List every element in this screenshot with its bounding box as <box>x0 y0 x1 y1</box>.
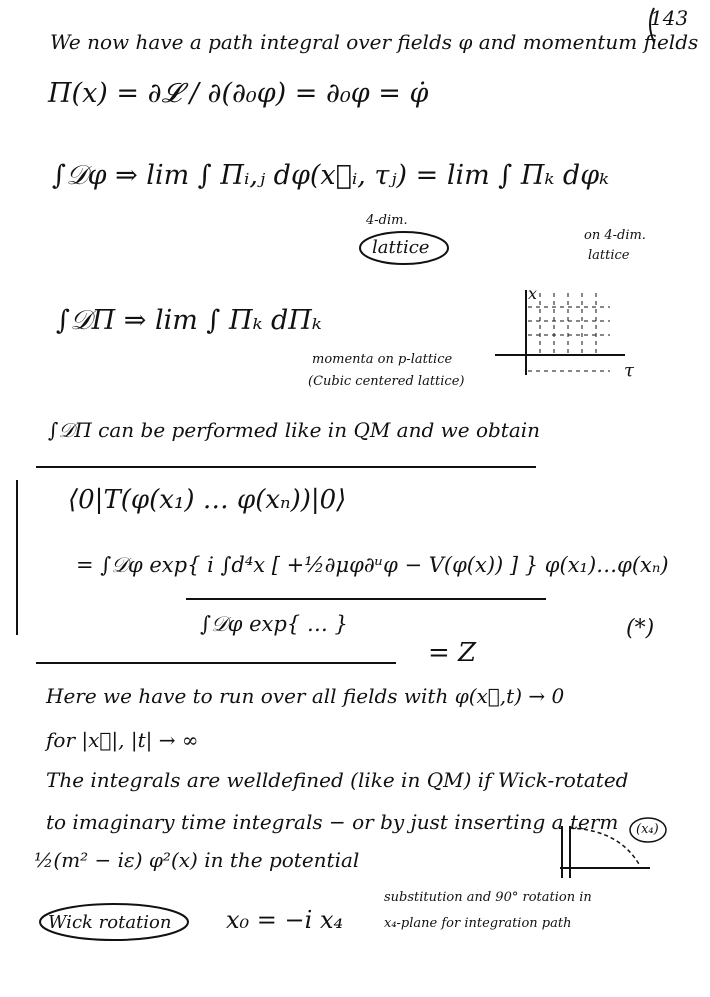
divider-top <box>36 466 536 468</box>
axis-tau-label: τ <box>624 360 634 381</box>
lattice-4dim-label: 4-dim. <box>366 213 408 228</box>
welldefined-line-3: ½(m² − iε) φ²(x) in the potential <box>34 848 360 872</box>
result-bracket <box>16 480 18 635</box>
on-lattice-label: lattice <box>588 248 630 263</box>
lattice-sketch <box>490 285 630 385</box>
divider-bottom <box>36 662 396 664</box>
wick-note-1: substitution and 90° rotation in <box>384 890 592 905</box>
dpi-integral: ∫𝒟Π ⇒ lim ∫ Πₖ dΠₖ <box>56 305 322 336</box>
wick-note-2: x₄-plane for integration path <box>384 916 572 931</box>
lattice-circle <box>356 228 456 268</box>
x4-label: (x₄) <box>636 822 659 837</box>
welldefined-line-2: to imaginary time integrals − or by just inserting a term <box>46 810 619 834</box>
star-label: (*) <box>626 616 655 641</box>
here-line-2: for |x⃗|, |t| → ∞ <box>46 728 199 752</box>
wick-equation: x₀ = −i x₄ <box>226 906 344 934</box>
cubic-label: (Cubic centered lattice) <box>308 374 465 389</box>
fraction-bar <box>186 598 546 600</box>
here-line-1: Here we have to run over all fields with φ(x⃗,t) → 0 <box>46 684 565 708</box>
intro-line: We now have a path integral over fields φ and momentum fields <box>50 30 699 54</box>
lattice-label: lattice <box>372 237 430 258</box>
on-4dim-label: on 4-dim. <box>584 228 646 243</box>
pi-definition: Π(x) = ∂𝓛 / ∂(∂₀φ) = ∂₀φ = φ̇ <box>48 78 429 109</box>
dphi-integral: ∫𝒟φ ⇒ lim ∫ Πᵢ,ⱼ dφ(x⃗ᵢ, τⱼ) = lim ∫ Πₖ dφₖ <box>52 160 609 191</box>
page-number: 143 <box>650 6 689 30</box>
momenta-label: momenta on p-lattice <box>312 352 453 367</box>
numerator: = ∫𝒟φ exp{ i ∫d⁴x [ +½∂μφ∂ᵘφ − V(φ(x)) ] } φ(x₁)…φ(xₙ) <box>76 553 669 577</box>
dpi-text: ∫𝒟Π can be performed like in QM and we obtain <box>48 418 541 442</box>
wick-rotation-label: Wick rotation <box>48 912 172 933</box>
welldefined-line-1: The integrals are welldefined (like in QM) if Wick-rotated <box>46 768 629 792</box>
z-equal: = Z <box>428 638 477 668</box>
correlator: ⟨0|T(φ(x₁) … φ(xₙ))|0⟩ <box>68 485 347 515</box>
axis-x-label: x <box>528 284 538 303</box>
x4-circle <box>628 815 668 845</box>
denominator: ∫𝒟φ exp{ … } <box>200 612 348 636</box>
wick-rotation-circle <box>36 900 196 944</box>
